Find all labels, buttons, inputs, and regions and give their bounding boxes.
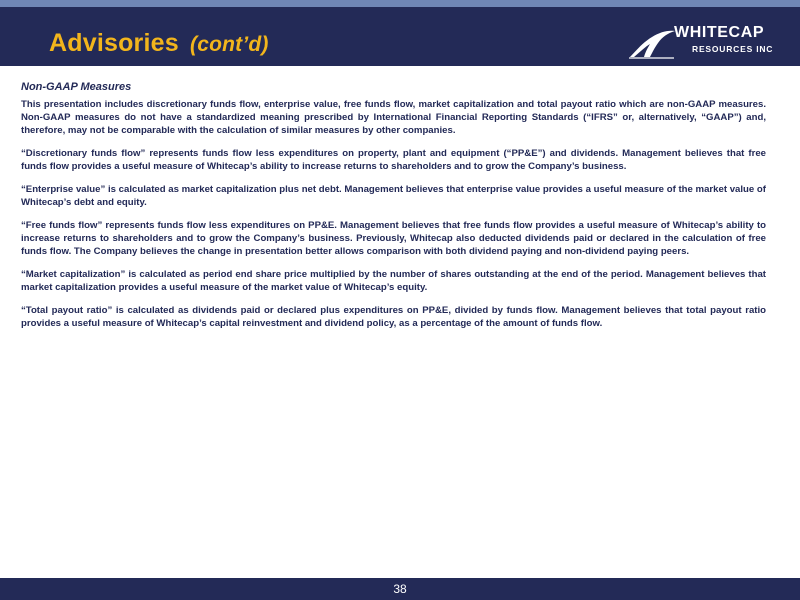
page-title-main: Advisories (49, 29, 179, 57)
page-number: 38 (393, 582, 407, 596)
page-title-suffix: (cont’d) (190, 33, 269, 56)
top-accent-strip (0, 0, 800, 7)
footer-bar (0, 578, 800, 600)
page-title (49, 29, 269, 58)
header-bar (0, 7, 800, 66)
whitecap-wave-icon (628, 25, 676, 59)
paragraph-enterprise-value: “Enterprise value” is calculated as market capitalization plus net debt. Management believes that enterprise value provides a useful measure of the market value of Whitecap’s debt and equity. (21, 184, 766, 208)
section-heading: Non-GAAP Measures (21, 81, 132, 93)
company-logo (628, 23, 778, 65)
paragraph-intro: This presentation includes discretionary funds flow, enterprise value, free funds flow, market capitalization and total payout ratio which are non-GAAP measures. Non-GAAP measures do not have a standardized meaning prescribed by International Financial Reporting Standards (“IFRS” or, alternatively, “GAAP”) and, therefore, may not be comparable with the calculation of similar measures by other companies. (21, 99, 766, 136)
logo-text-secondary: RESOURCES INC (692, 44, 774, 54)
logo-text-primary: WHITECAP (674, 24, 765, 41)
advisory-content (21, 81, 766, 340)
paragraph-free-funds-flow: “Free funds flow” represents funds flow less expenditures on PP&E. Management believes that free funds flow provides a useful measure of Whitecap’s ability to increase returns to shareholders and to grow the Company’s business. Previously, Whitecap also deducted dividends paid or declared in the calculation of free funds flow. The Company believes the change in presentation better allows comparison with both dividend paying and non-dividend paying peers. (21, 220, 766, 257)
paragraph-total-payout-ratio: “Total payout ratio” is calculated as dividends paid or declared plus expenditures on PP&E, divided by funds flow. Management believes that total payout ratio provides a useful measure of Whitecap’s capital reinvestment and dividend policy, as a percentage of the amount of funds flow. (21, 305, 766, 329)
paragraph-discretionary-funds-flow: “Discretionary funds flow” represents funds flow less expenditures on property, plant and equipment (“PP&E”) and dividends. Management believes that free funds flow provides a useful measure of Whitecap’s ability to increase returns to shareholders and to grow the Company’s business. (21, 148, 766, 172)
paragraph-market-capitalization: “Market capitalization” is calculated as period end share price multiplied by the number of shares outstanding at the end of the period. Management believes that market capitalization provides a useful measure of the market value of Whitecap’s equity. (21, 269, 766, 293)
